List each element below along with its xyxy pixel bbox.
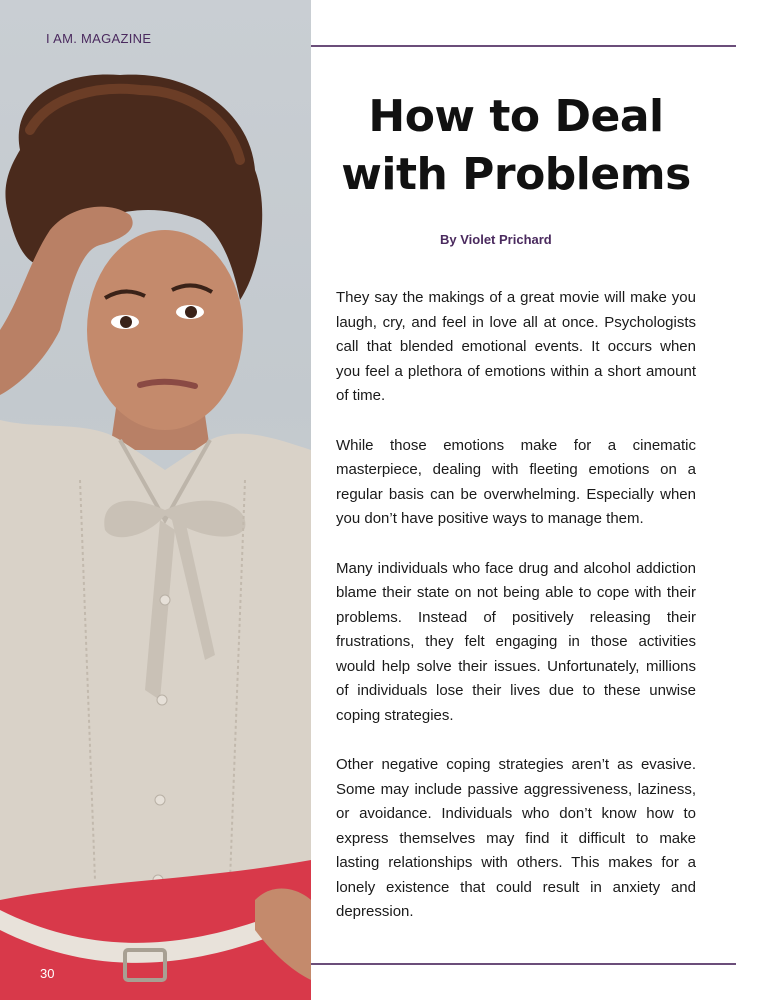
article-paragraph: Other negative coping strategies aren’t as evasive. Some may include passive aggressiveness, laziness, or avoidance. Individuals who don’t know how to express themselves may find it difficult to make lasting relationships with others. This makes for a lonely existence that could result in anxiety and depression.	[336, 756, 696, 920]
article-body	[336, 286, 696, 950]
article-paragraph: While those emotions make for a cinematic masterpiece, dealing with fleeting emotions on a regular basis can be overwhelming. Especially when you don’t have positive ways to manage them.	[336, 436, 696, 527]
top-divider	[311, 45, 736, 47]
article-title: How to Deal with Problems	[341, 91, 691, 200]
page-number: 30	[40, 966, 55, 981]
article-paragraph: They say the makings of a great movie will make you laugh, cry, and feel in love all at once. Psychologists call that blended emotional events. It occurs when you feel a plethora of emotions within a short amount of time.	[336, 289, 696, 404]
magazine-label: I AM. MAGAZINE	[46, 31, 152, 46]
bottom-divider	[311, 963, 736, 965]
cover-photo	[0, 0, 311, 1000]
woman-portrait-illustration	[0, 0, 311, 1000]
article-paragraph: Many individuals who face drug and alcohol addiction blame their state on not being able to cope with their problems. Instead of positively releasing their frustrations, they felt engaging in those activities would help solve their issues. Unfortunately, millions of individuals lose their lives due to these unwise coping strategies.	[336, 559, 696, 724]
article-byline: By Violet Prichard	[440, 232, 552, 247]
